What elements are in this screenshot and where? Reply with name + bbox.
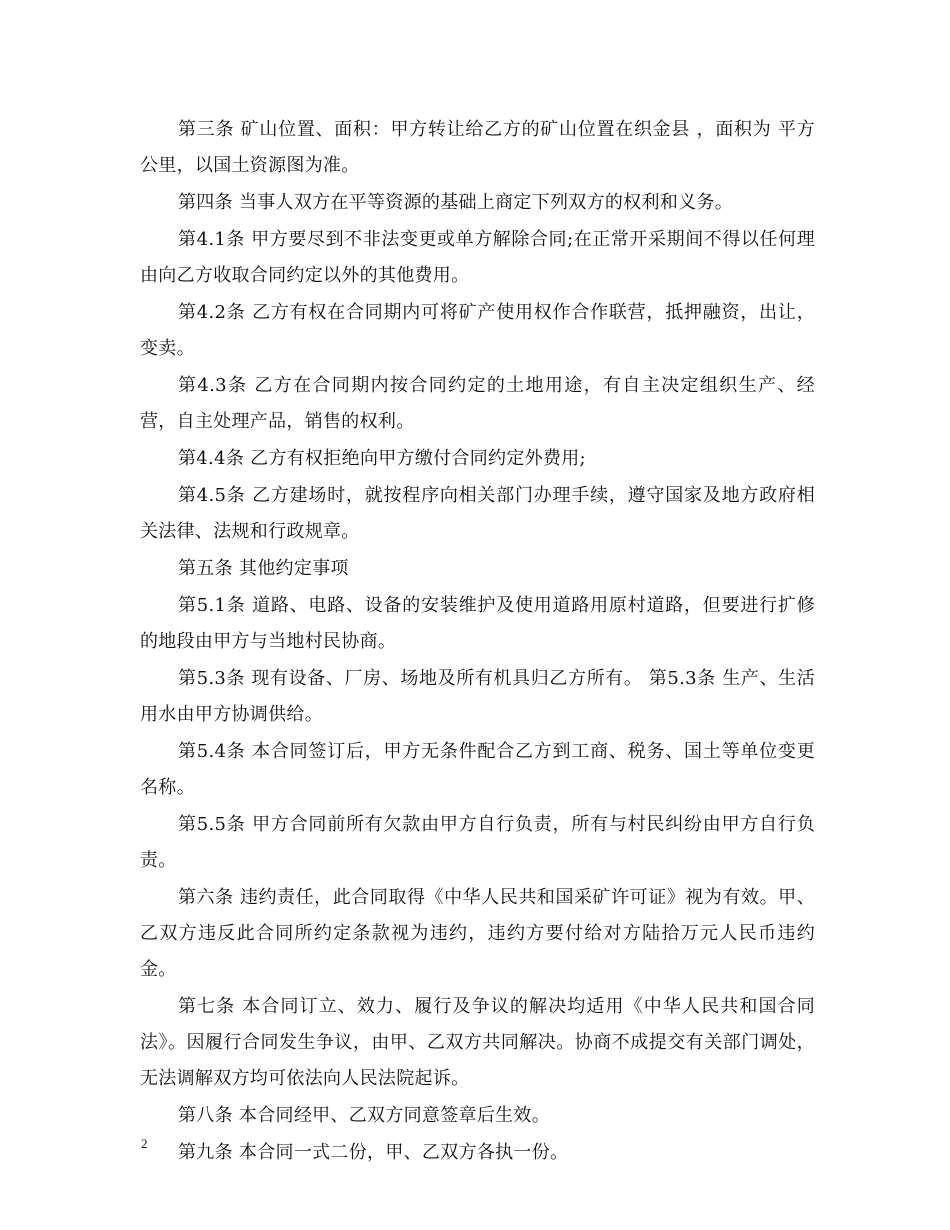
article-5-5-paragraph: 第5.5条 甲方合同前所有欠款由甲方自行负责，所有与村民纠纷由甲方自行负责。 (140, 814, 815, 871)
article-4-4-paragraph: 第4.4条 乙方有权拒绝向甲方缴付合同约定外费用; (178, 448, 586, 469)
article-5-4-paragraph: 第5.4条 本合同签订后，甲方无条件配合乙方到工商、税务、国土等单位变更名称。 (140, 741, 815, 798)
article-5-3-paragraph: 第5.3条 现有设备、厂房、场地及所有机具归乙方所有。 第5.3条 生产、生活用水由甲方协调供给。 (140, 668, 815, 725)
article-8-paragraph: 第八条 本合同经甲、乙双方同意签章后生效。 (178, 1105, 551, 1126)
contract-body (140, 112, 815, 1172)
article-9-paragraph: 第九条 本合同一式二份，甲、乙双方各执一份。 (178, 1142, 569, 1163)
article-4-3-paragraph: 第4.3条 乙方在合同期内按合同约定的土地用途，有自主决定组织生产、经营，自主处理产品，销售的权利。 (140, 375, 815, 432)
page-number: 2 (141, 1136, 148, 1151)
article-7-paragraph: 第七条 本合同订立、效力、履行及争议的解决均适用《中华人民共和国合同法》。因履行合同发生争议，由甲、乙双方共同解决。协商不成提交有关部门调处，无法调解双方均可依法向人民法院起诉。 (140, 996, 815, 1089)
article-4-paragraph: 第四条 当事人双方在平等资源的基础上商定下列双方的权利和义务。 (178, 192, 734, 213)
article-4-2-paragraph: 第4.2条 乙方有权在合同期内可将矿产使用权作合作联营，抵押融资，出让，变卖。 (140, 302, 815, 359)
article-6-paragraph: 第六条 违约责任，此合同取得《中华人民共和国采矿许可证》视为有效。甲、乙双方违反此合同所约定条款视为违约，违约方要付给对方陆拾万元人民币违约金。 (140, 887, 815, 980)
article-5-1-paragraph: 第5.1条 道路、电路、设备的安装维护及使用道路用原村道路，但要进行扩修的地段由甲方与当地村民协商。 (140, 595, 815, 652)
article-3-paragraph: 第三条 矿山位置、面积：甲方转让给乙方的矿山位置在织金县 ，面积为 平方公里，以国土资源图为准。 (140, 119, 815, 176)
article-4-5-paragraph: 第4.5条 乙方建场时，就按程序向相关部门办理手续，遵守国家及地方政府相关法律、法规和行政规章。 (140, 485, 815, 542)
article-4-1-paragraph: 第4.1条 甲方要尽到不非法变更或单方解除合同;在正常开采期间不得以任何理由向乙方收取合同约定以外的其他费用。 (140, 229, 815, 286)
article-5-paragraph: 第五条 其他约定事项 (178, 558, 349, 579)
